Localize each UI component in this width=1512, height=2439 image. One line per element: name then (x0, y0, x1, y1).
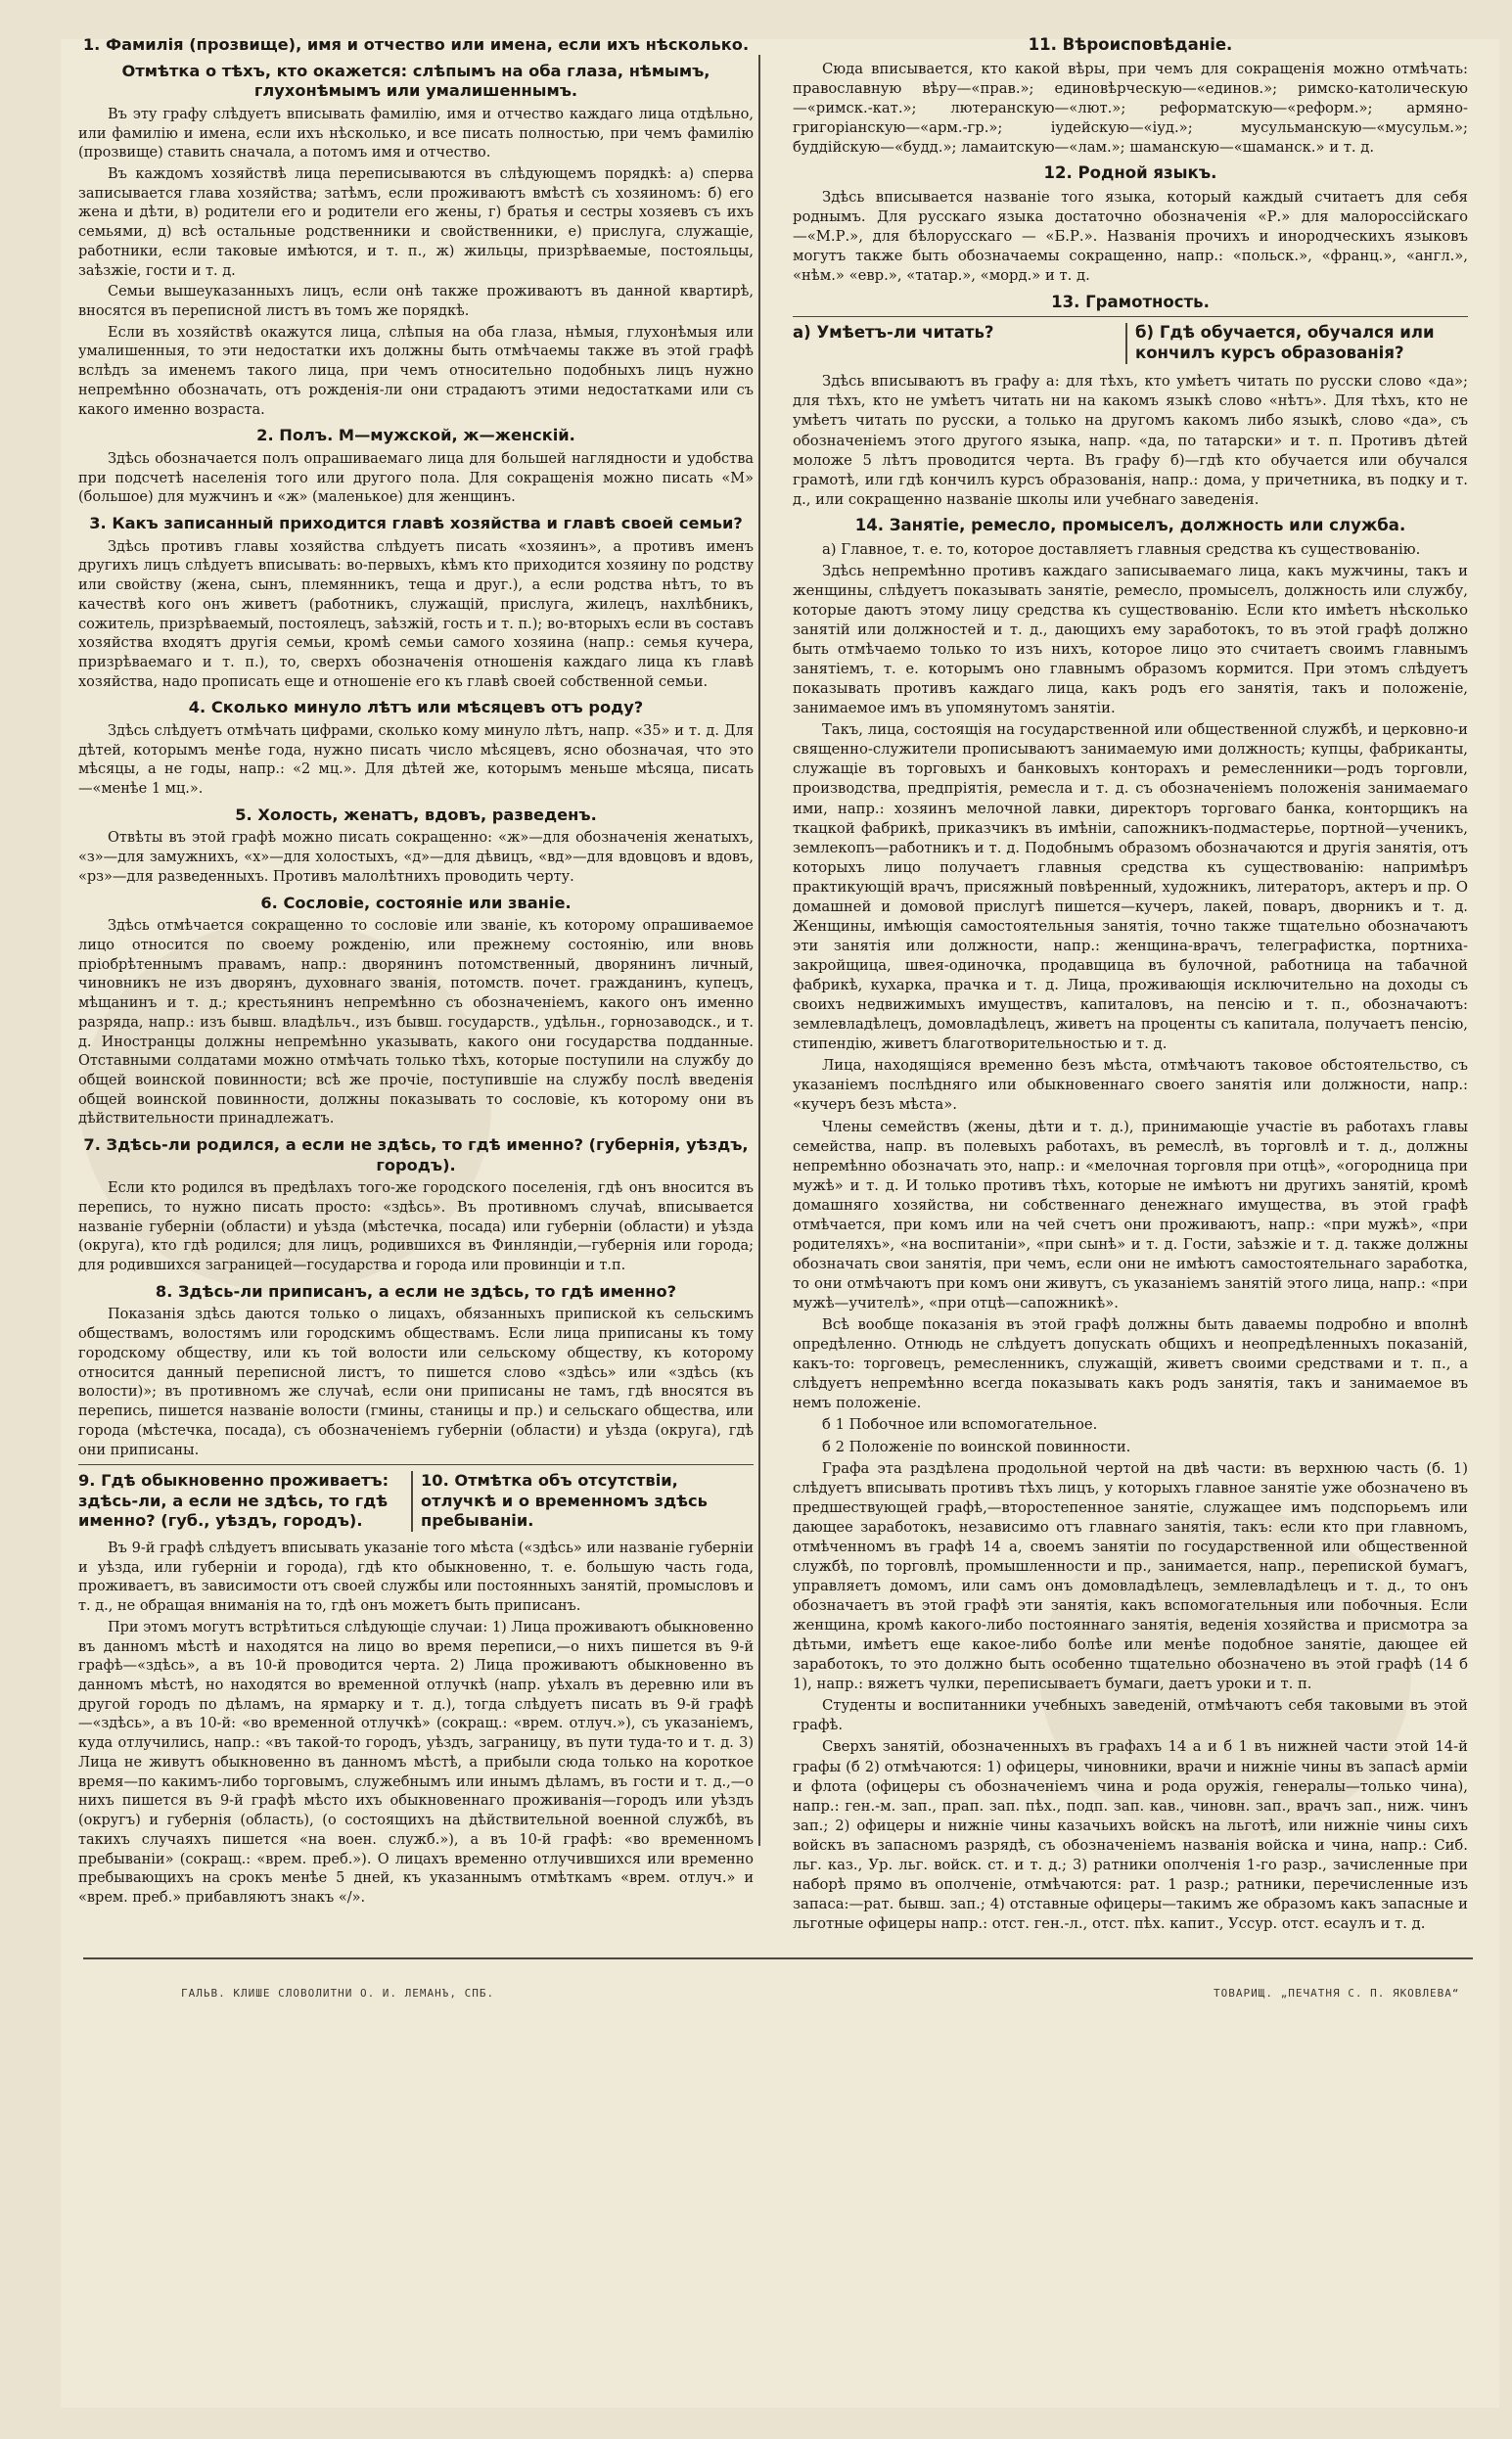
paragraph: Здѣсь обозначается полъ опрашиваемаго лица для большей наглядности и удобства при подсчетѣ населенія того или другого пола. Для сокращенія можно писать «М» (большое) для мужчинъ и «ж» (маленькое) для женщинъ. (78, 450, 754, 506)
paragraph: Если кто родился въ предѣлахъ того-же городского поселенія, гдѣ онъ вносится въ перепись, то нужно писать просто: «здѣсь». Въ противномъ случаѣ, вписывается названіе губерніи (области) и уѣзда (мѣстечка, посада) или губерніи (области) и уѣзда (округа), кто гдѣ родился; для лицъ, родившихся въ Финляндіи,—губернія или города; для родившихся заграницей—государства и города или провинціи и т.п. (78, 1180, 754, 1274)
paragraph: Въ 9-й графѣ слѣдуетъ вписывать указаніе того мѣста («здѣсь» или названіе губерніи и уѣзда, или губерніи и города), гдѣ кто обыкновенно, т. е. большую часть года, проживаетъ, въ зависимости отъ своей службы или постоянныхъ занятій, промысловъ и т. д., не обращая вниманія на то, гдѣ онъ можетъ быть приписанъ. (78, 1541, 754, 1615)
split-heading-right: 10. Отмѣтка объ отсутствіи, отлучкѣ и о временномъ здѣсь пребываніи. (411, 1471, 754, 1532)
paragraph: Здѣсь слѣдуетъ отмѣчать цифрами, сколько кому минуло лѣтъ, напр. «35» и т. д. Для дѣтей, которымъ менѣе года, нужно писать число мѣсяцевъ, ясно обозначая, что это мѣсяцы, а не годы, напр.: «2 мц.». Для дѣтей же, которымъ меньше мѣсяца, писать—«менѣе 1 мц.». (78, 722, 754, 798)
paragraph: б 2 Положеніе по воинской повинности. (822, 1438, 1131, 1455)
paragraph: Сюда вписывается, кто какой вѣры, при чемъ для сокращенія можно отмѣчать: православную вѣру—«прав.»; единовѣрческую—«единов.»; римско-католическую—«римск.-кат.»; лютеранскую—«лют.»; реформатскую—«реформ.»; армяно-григоріанскую—«арм.-гр.»; іудейскую—«іуд.»; мусульманскую—«мусульм.»; буддійскую—«будд.»; ламаитскую—«лам.»; шаманскую—«шаманск.» и т. д. (793, 60, 1468, 157)
paragraph: Если въ хозяйствѣ окажутся лица, слѣпыя на оба глаза, нѣмыя, глухонѣмыя или умалишенныя, то эти недостатки ихъ должны быть отмѣчаемы также въ этой графѣ вслѣдъ за именемъ такого лица, при чемъ относительно подобныхъ лицъ нужно непремѣнно обозначать, отъ рожденія-ли они страдаютъ этими недостатками или съ какого именно возраста. (78, 324, 754, 418)
paragraph: Члены семействъ (жены, дѣти и т. д.), принимающіе участіе въ работахъ главы семейства, напр. въ полевыхъ работахъ, въ ремеслѣ, въ торговлѣ и т. д., должны непремѣнно обозначать это, напр.: и «мелочная торговля при отцѣ», «огородница при мужѣ» и т. д. И только противъ тѣхъ, которые не имѣютъ ни другихъ занятій, кромѣ домашняго хозяйства, ни собственнаго денежнаго имущества, въ этой графѣ отмѣчается, при комъ или на чей счетъ они проживаютъ, напр.: «при мужѣ», «при родителяхъ», «на воспитаніи», «при сынѣ» и т. д. Гости, заѣзжіе и т. д. также должны обозначать свои занятія, при чемъ, если они не имѣютъ самостоятельнаго заработка, то они отмѣчаютъ при комъ они живутъ, съ указаніемъ занятій этого лица, напр.: «при мужѣ—учителѣ», «при отцѣ—сапожникѣ». (793, 1118, 1468, 1312)
split-heading (793, 316, 1468, 368)
section-heading: 14. Занятіе, ремесло, промыселъ, должность или служба. (854, 515, 1406, 534)
paragraph: Здѣсь вписывается названіе того языка, который каждый считаетъ для себя роднымъ. Для русскаго языка достаточно обозначенія «Р.» для малороссійскаго—«М.Р.», для бѣлорусскаго — «Б.Р.». Названія прочихъ и инородческихъ языковъ могутъ также быть обозначаемы сокращенно, напр.: «польск.», «франц.», «англ.», «нѣм.» «евр.», «татар.», «морд.» и т. д. (793, 189, 1468, 285)
section-heading: 1. Фамилія (прозвище), имя и отчество или имена, если ихъ нѣсколько. (82, 35, 750, 54)
column-divider (758, 55, 760, 1846)
section-heading: 5. Холость, женатъ, вдовъ, разведенъ. (235, 805, 597, 824)
section-heading: 13. Грамотность. (1051, 292, 1210, 311)
paragraph: Такъ, лица, состоящія на государственной или общественной службѣ, и церковно-и священно-служители прописываютъ занимаемую ими должность; купцы, фабриканты, служащіе въ торговыхъ и банковыхъ конторахъ и ремесленники—родъ торговли, производства, предпріятія, ремесла и т. д. съ обозначеніемъ положенія занимаемаго ими, напр.: хозяинъ мелочной лавки, директоръ торговаго банка, конторщикъ на ткацкой фабрикѣ, приказчикъ въ имѣніи, сапожникъ-подмастерье, портной—ученикъ, землекопъ—работникъ и т. д. Подобнымъ образомъ обозначаются и другія занятія, отъ которыхъ лицо получаетъ главныя средства къ существованію: напримѣръ практикующій врачъ, присяжный повѣренный, художникъ, литераторъ, актеръ и пр. О домашней и домовой прислугѣ пишется—кучеръ, лакей, поваръ, дворникъ и т. д. Женщины, имѣющія самостоятельныя занятія, точно также тщательно обозначаютъ эти занятія или должности, напр.: женщина-врачъ, телеграфистка, портниха-закройщица, швея-одиночка, продавщица въ булочной, работница на табачной фабрикѣ, кухарка, прачка и т. д. Лица, проживающія исключительно на доходы съ своихъ недвижимыхъ имуществъ, капиталовъ, на пенсію и т. п., обозначаютъ: землевладѣлецъ, домовладѣлецъ, живетъ на проценты съ капитала, получаетъ пенсію, стипендію, живетъ благотворительностью и т. д. (793, 721, 1468, 1053)
paragraph: а) Главное, т. е. то, которое доставляетъ главныя средства къ существованію. (822, 540, 1421, 558)
paragraph: Сверхъ занятій, обозначенныхъ въ графахъ 14 а и б 1 въ нижней части этой 14-й графы (б 2) отмѣчаются: 1) офицеры, чиновники, врачи и нижніе чины въ запасѣ арміи и флота (офицеры съ обозначеніемъ чина и рода оружія, генералы—только чина), напр.: ген.-м. зап., прап. зап. пѣх., подп. зап. кав., чиновн. зап., врачъ зап., ниж. чинъ зап.; 2) офицеры и нижніе чины казачьихъ войскъ на льготѣ, или нижніе чины сихъ войскъ въ запасномъ разрядѣ, съ обозначеніемъ названія войска и чина, напр.: Сиб. льг. каз., Ур. льг. войск. ст. и т. д.; 3) ратники ополченія 1-го разр., зачисленные при наборѣ прямо въ ополченіе, отмѣчаются: рат. 1 разр.; ратники, перечисленные изъ запаса:—рат. бывш. зап.; 4) отставные офицеры—такимъ же образомъ какъ запасные и льготные офицеры напр.: отст. ген.-л., отст. пѣх. капит., Уссур. отст. есаулъ и т. д. (793, 1738, 1468, 1932)
paragraph: Показанія здѣсь даются только о лицахъ, обязанныхъ припиской къ сельскимъ обществамъ, волостямъ или городскимъ обществамъ. Если лица приписаны къ тому городскому обществу, или къ той волости или сельскому обществу, къ которому относится данный переписной листъ, то пишется слово «здѣсь» или «здѣсь (къ волости)»; въ противномъ же случаѣ, если они приписаны не тамъ, гдѣ вносятся въ перепись, пишется названіе волости (гмины, станицы и пр.) и сельскаго общества, или города (мѣстечка, посада), съ обозначеніемъ губерніи (области) и уѣзда (округа), гдѣ они приписаны. (78, 1307, 754, 1458)
paragraph: Лица, находящіяся временно безъ мѣста, отмѣчаютъ таковое обстоятельство, съ указаніемъ послѣдняго или обыкновеннаго своего занятія или должности, напр.: «кучеръ безъ мѣста». (793, 1057, 1468, 1114)
section-heading: 7. Здѣсь-ли родился, а если не здѣсь, то гдѣ именно? (губернія, уѣздъ, городъ). (83, 1135, 749, 1174)
split-heading-left: а) Умѣетъ-ли читать? (793, 323, 994, 343)
paragraph: Въ эту графу слѣдуетъ вписывать фамилію, имя и отчество каждаго лица отдѣльно, или фамилію и имена, если ихъ нѣсколько, и все писать полностью, при чемъ фамилію (прозвище) ставить сначала, а потомъ имя и отчество. (78, 106, 754, 161)
section-heading: 2. Полъ. М—мужской, ж—женскій. (256, 426, 575, 445)
paragraph: Студенты и воспитанники учебныхъ заведеній, отмѣчаютъ себя таковыми въ этой графѣ. (793, 1697, 1468, 1734)
section-heading: 11. Вѣроисповѣданіе. (1028, 35, 1233, 54)
footer-left-imprint: ГАЛЬВ. КЛИШЕ СЛОВОЛИТНИ О. И. ЛЕМАНЪ, СПБ. (181, 1987, 495, 2000)
section-heading: 12. Родной языкъ. (1043, 163, 1217, 183)
split-heading (78, 1464, 754, 1536)
section-heading: 4. Сколько минуло лѣтъ или мѣсяцевъ отъ роду? (188, 698, 644, 717)
paragraph: Здѣсь отмѣчается сокращенно то сословіе или званіе, къ которому опрашиваемое лицо относится по своему рожденію, или прежнему состоянію, или вновь пріобрѣтеннымъ правамъ, напр.: дворянинъ потомственный, дворянинъ личный, чиновникъ не изъ дворянъ, духовнаго званія, потомств. почет. гражданинъ, купецъ, мѣщанинъ и т. д.; крестьянинъ непремѣнно съ обозначеніемъ, какого онъ именно разряда, напр.: изъ бывш. владѣльч., изъ бывш. государств., удѣльн., горнозаводск., и т. д. Иностранцы должны непремѣнно указывать, какого они государства подданные. Отставными солдатами можно отмѣчать только тѣхъ, которые поступили на службу до общей воинской повинности; всѣ же прочіе, поступившіе на службу послѣ введенія общей воинской повинности, должны показывать то сословіе, къ которому они въ дѣйствительности принадлежатъ. (78, 918, 754, 1127)
section-heading: 8. Здѣсь-ли приписанъ, а если не здѣсь, то гдѣ именно? (155, 1281, 677, 1301)
section-heading: Отмѣтка о тѣхъ, кто окажется: слѣпымъ на оба глаза, нѣмымъ, глухонѣмымъ или умалишеннымъ. (121, 61, 710, 101)
right-column (793, 29, 1468, 1936)
paragraph: При этомъ могутъ встрѣтиться слѣдующіе случаи: 1) Лица проживаютъ обыкновенно въ данномъ мѣстѣ и находятся на лицо во время переписи,—о нихъ пишется въ 9-й графѣ—«здѣсь», а въ 10-й проводится черта. 2) Лица проживаютъ обыкновенно въ данномъ мѣстѣ, но находятся во временной отлучкѣ (напр. уѣхалъ въ деревню или въ другой городъ по дѣламъ, на ярмарку и т. д.), тогда слѣдуетъ писать въ 9-й графѣ—«здѣсь», а въ 10-й: «во временной отлучкѣ» (сокращ.: «врем. отлуч.»), съ указаніемъ, куда отлучились, напр.: «въ такой-то городъ, уѣздъ, заграницу, въ пути туда-то и т. д. 3) Лица не живутъ обыкновенно въ данномъ мѣстѣ, а прибыли сюда только на короткое время—по какимъ-либо торговымъ, служебнымъ или инымъ дѣламъ, въ гости и т. д.,—о нихъ пишется въ 9-й графѣ мѣсто ихъ обыкновеннаго проживанія—городъ или уѣздъ (округъ) и губернія (область), (о состоящихъ на дѣйствительной военной службѣ, въ такихъ случаяхъ пишется «на воен. служб.»), а въ 10-й графѣ: «во временномъ пребываніи» (сокращ.: «врем. преб.»). О лицахъ временно отлучившихся или временно пребывающихъ на срокъ менѣе 5 дней, къ указаннымъ отмѣткамъ «врем. отлуч.» и «врем. преб.» прибавляютъ знакъ «/». (78, 1619, 754, 1906)
paragraph: Здѣсь непремѣнно противъ каждаго записываемаго лица, какъ мужчины, такъ и женщины, слѣдуетъ показывать занятіе, ремесло, промыселъ, должность или службу, которые даютъ этому лицу средства къ существованію. Если кто имѣетъ нѣсколько занятій или должностей и т. д., дающихъ ему заработокъ, то въ этой графѣ должно быть отмѣчаемо только то изъ нихъ, которое лицо это считаетъ своимъ главнымъ занятіемъ, т. е. которымъ оно главнымъ образомъ кормится. При этомъ слѣдуетъ показывать противъ каждаго лица, какъ родъ его занятія, такъ и положеніе, занимаемое имъ въ упомянутомъ занятіи. (793, 562, 1468, 717)
section-heading: 6. Сословіе, состояніе или званіе. (260, 893, 572, 912)
split-heading-left: 9. Гдѣ обыкновенно проживаетъ: здѣсь-ли, а если не здѣсь, то гдѣ именно? (губ., уѣздъ, городъ). (78, 1471, 389, 1531)
split-heading-right: б) Гдѣ обучается, обучался или кончилъ курсъ образованія? (1125, 323, 1468, 364)
footer-right-imprint: ТОВАРИЩ. „ПЕЧАТНЯ С. П. ЯКОВЛЕВА“ (1214, 1987, 1460, 2000)
section-heading: 3. Какъ записанный приходится главѣ хозяйства и главѣ своей семьи? (89, 514, 743, 533)
left-column (78, 29, 754, 1910)
paragraph: б 1 Побочное или вспомогательное. (822, 1416, 1098, 1434)
paragraph: Здѣсь вписываютъ въ графу а: для тѣхъ, кто умѣетъ читать по русски слово «да»; для тѣхъ, кто не умѣетъ читать ни на какомъ языкѣ слово «нѣтъ». Для тѣхъ, кто не умѣетъ читать по русски, а только на другомъ какомъ либо языкѣ, слово «да», съ обозначеніемъ этого другого языка, напр. «да, по татарски» и т. п. Противъ дѣтей моложе 5 лѣтъ проводится черта. Въ графу б)—гдѣ кто обучается или обучался грамотѣ, или гдѣ кончилъ курсъ образованія, напр.: дома, у причетника, въ подку и т. д., или сокращенно названіе школы или учебнаго заведенія. (793, 373, 1468, 508)
paragraph: Графа эта раздѣлена продольной чертой на двѣ части: въ верхнюю часть (б. 1) слѣдуетъ вписывать противъ тѣхъ лицъ, у которыхъ главное занятіе уже обозначено въ предшествующей графѣ,—второстепенное занятіе, служащее имъ подспорьемъ или дающее заработокъ, независимо отъ главнаго занятія, такъ: если кто при главномъ, отмѣченномъ въ графѣ 14 а, своемъ занятіи по государственной или общественной службѣ, по торговлѣ, промышленности и пр., занимается, напр., перепиской бумагъ, управляетъ домомъ, или самъ онъ домовладѣлецъ, землевладѣлецъ и т. д., то онъ обозначаетъ въ этой графѣ эти занятія, какъ вспомогательныя или побочныя. Если женщина, кромѣ какого-либо постояннаго занятія, веденія хозяйства и присмотра за дѣтьми, имѣетъ еще какое-либо болѣе или менѣе подобное занятіе, дающее ей заработокъ, то это должно быть особенно тщательно обозначено въ этой графѣ (14 б 1), напр.: вяжетъ чулки, переписываетъ бумаги, даетъ уроки и т. п. (793, 1459, 1468, 1693)
paragraph: Всѣ вообще показанія въ этой графѣ должны быть даваемы подробно и вполнѣ опредѣленно. Отнюдь не слѣдуетъ допускать общихъ и неопредѣленныхъ показаній, какъ-то: торговецъ, ремесленникъ, служащій, живетъ своими средствами и т. п., а слѣдуетъ непремѣнно всегда показывать какъ родъ занятія, такъ и занимаемое въ немъ положеніе. (793, 1316, 1468, 1412)
paragraph: Въ каждомъ хозяйствѣ лица переписываются въ слѣдующемъ порядкѣ: а) сперва записывается глава хозяйства; затѣмъ, если проживаютъ вмѣстѣ съ хозяиномъ: б) его жена и дѣти, в) родители его и родители его жены, г) братья и сестры хозяевъ съ ихъ семьями, д) всѣ остальные родственники и свойственники, е) прислуга, служащіе, работники, если таковые имѣются, и т. п., ж) жильцы, призрѣваемые, постояльцы, заѣзжіе, гости и т. д. (78, 165, 754, 279)
paragraph: Здѣсь противъ главы хозяйства слѣдуетъ писать «хозяинъ», а противъ именъ другихъ лицъ слѣдуетъ вписывать: во-первыхъ, кѣмъ кто приходится хозяину по родству или свойству (жена, сынъ, племянникъ, теща и друг.), а если родства нѣтъ, то въ качествѣ кого онъ живетъ (работникъ, служащій, прислуга, жилецъ, нахлѣбникъ, сожитель, призрѣваемый, постоялецъ, заѣзжій, гость и т. п.); во-вторыхъ если въ составъ хозяйства входятъ другія семьи, кромѣ семьи самого хозяина (напр.: семья кучера, призрѣваемаго и т. п.), то, сверхъ обозначенія отношенія каждаго лица къ главѣ хозяйства, надо прописать еще и отношеніе его къ главѣ своей собственной семьи. (78, 538, 754, 690)
paragraph: Отвѣты въ этой графѣ можно писать сокращенно: «ж»—для обозначенія женатыхъ, «з»—для замужнихъ, «х»—для холостыхъ, «д»—для дѣвицъ, «вд»—для вдовцовъ и вдовъ, «рз»—для разведенныхъ. Противъ малолѣтнихъ проводить черту. (78, 830, 754, 885)
bottom-rule (83, 1957, 1473, 1959)
paragraph: Семьи вышеуказанныхъ лицъ, если онѣ также проживаютъ въ данной квартирѣ, вносятся въ переписной листъ въ томъ же порядкѣ. (78, 284, 754, 319)
